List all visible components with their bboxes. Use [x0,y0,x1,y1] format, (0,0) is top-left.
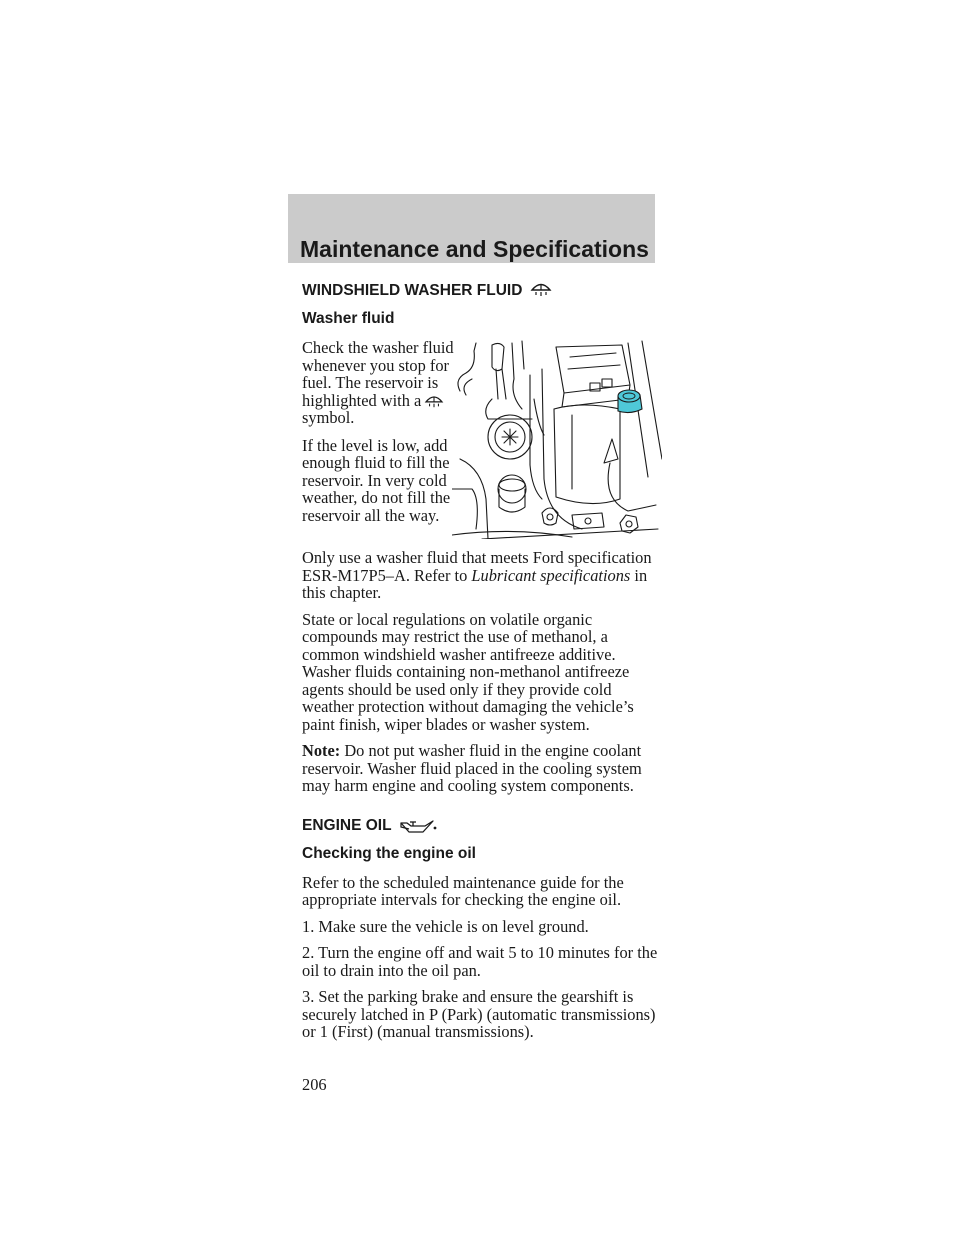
oil-step-1: 1. Make sure the vehicle is on level ground. [302,916,589,936]
note-text: Do not put washer fluid in the engine coolant reservoir. Washer fluid placed in the cooling system may harm engine and cooling system components. [302,741,642,795]
oil-heading-text: ENGINE OIL [302,816,392,834]
page-content [302,280,662,1050]
oil-step-2: 2. Turn the engine off and wait 5 to 10 minutes for the oil to drain into the oil pan. [302,943,658,980]
section-title: Maintenance and Specifications [300,236,649,262]
oil-step-3: 3. Set the parking brake and ensure the gearshift is securely latched in P (Park) (automatic transmissions) or 1 (First) (manual transmissions). [302,987,656,1041]
oil-paragraph-1: Refer to the scheduled maintenance guide for the appropriate intervals for checking the engine oil. [302,872,624,909]
washer-fluid-icon [530,280,552,298]
washer-heading-text: WINDSHIELD WASHER FLUID [302,282,523,299]
washer-note [302,742,662,795]
oil-subheading: Checking the engine oil [302,844,476,862]
washer-intro-text [302,339,452,524]
section-header [288,194,655,263]
washer-heading [302,280,662,302]
washer-subheading: Washer fluid [302,310,395,327]
lubricant-specifications-reference: Lubricant specifications [471,565,631,585]
washer-paragraph-2: If the level is low, add enough fluid to fill the reservoir. In very cold weather, do not fill the reservoir all the way. [302,435,451,525]
washer-paragraph-3: Only use a washer fluid that meets Ford specification ESR-M17P5–A. Refer to Lubricant specifications in this chapter. [302,548,652,602]
oil-can-icon [399,817,437,833]
page-number: 206 [302,1075,327,1094]
oil-heading [302,815,662,837]
washer-intro [302,339,662,549]
note-label: Note: [302,741,341,760]
washer-paragraph-4: State or local regulations on volatile organic compounds may restrict the use of methanol, a common windshield washer antifreeze additive. Washer fluids containing non-methanol antifreeze agents should be used only if they provide cold weather protection without damaging the vehicle’s paint finish, wiper blades or washer system. [302,609,634,734]
washer-fluid-icon [424,393,444,409]
engine-compartment-illustration [452,339,662,539]
washer-paragraph-1: Check the washer fluid whenever you stop for fuel. The reservoir is highlighted with a symbol. [302,338,454,427]
